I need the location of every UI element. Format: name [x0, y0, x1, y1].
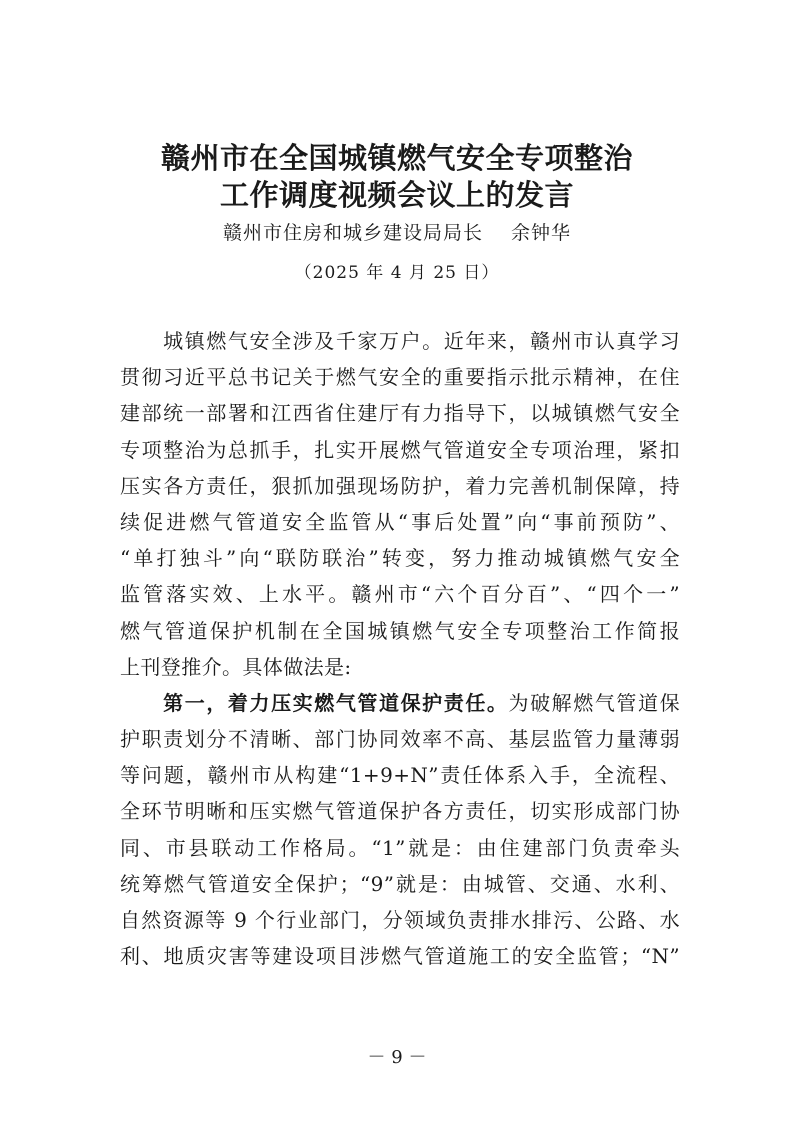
text-line: 压实各方责任，狠抓加强现场防护，着力完善机制保障，持: [120, 473, 680, 498]
text-line: 监管落实效、上水平。赣州市“六个百分百”、“四个一”: [120, 582, 680, 607]
text-line: 等问题，赣州市从构建“1+9+N”责任体系入手，全流程、: [120, 763, 680, 788]
text-line: 全环节明晰和压实燃气管道保护各方责任，切实形成部门协: [120, 799, 680, 824]
text-line: 同、市县联动工作格局。“1”就是：由住建部门负责牵头: [120, 835, 680, 860]
page-number: － 9 －: [367, 1047, 427, 1068]
text-line: 统筹燃气管道安全保护；“9”就是：由城管、交通、水利、: [120, 871, 680, 896]
author-name: 余钟华: [511, 222, 572, 244]
speech-date: （2025 年 4 月 25 日）: [294, 263, 500, 283]
document-title-line1: 赣州市在全国城镇燃气安全专项整治: [160, 141, 633, 175]
paragraph-intro: [120, 323, 680, 685]
text-line: “单打独斗”向“联防联治”转变，努力推动城镇燃气安全: [120, 546, 680, 571]
text-line: 利、地质灾害等建设项目涉燃气管道施工的安全监管；“N”: [120, 944, 680, 969]
text-line: 建部统一部署和江西省住建厅有力指导下，以城镇燃气安全: [120, 401, 680, 426]
author-line: [0, 218, 794, 245]
document-body: [120, 323, 680, 974]
author-position: 赣州市住房和城乡建设局局长: [222, 222, 483, 244]
section-lead-heading: 第一，着力压实燃气管道保护责任。: [163, 690, 509, 715]
text-line: 城镇燃气安全涉及千家万户。近年来，赣州市认真学习: [120, 329, 680, 353]
text-line: 燃气管道保护机制在全国城镇燃气安全专项整治工作简报: [120, 618, 680, 643]
text-line: 续促进燃气管道安全监管从“事后处置”向“事前预防”、: [120, 509, 680, 534]
text-line: 自然资源等 9 个行业部门，分领域负责排水排污、公路、水: [120, 908, 680, 932]
text-line: 贯彻习近平总书记关于燃气安全的重要指示批示精神，在住: [120, 365, 680, 390]
text-line: 专项整治为总抓手，扎实开展燃气管道安全专项治理，紧扣: [120, 437, 680, 462]
text-line: [120, 685, 680, 721]
text-line: 上刊登推介。具体做法是:: [120, 654, 352, 679]
paragraph-first-point: [120, 685, 680, 975]
document-title-line2: 工作调度视频会议上的发言: [219, 178, 574, 212]
text-line-rest: 为破解燃气管道保: [508, 690, 680, 715]
text-line: 护职责划分不清晰、部门协同效率不高、基层监管力量薄弱: [120, 727, 680, 752]
